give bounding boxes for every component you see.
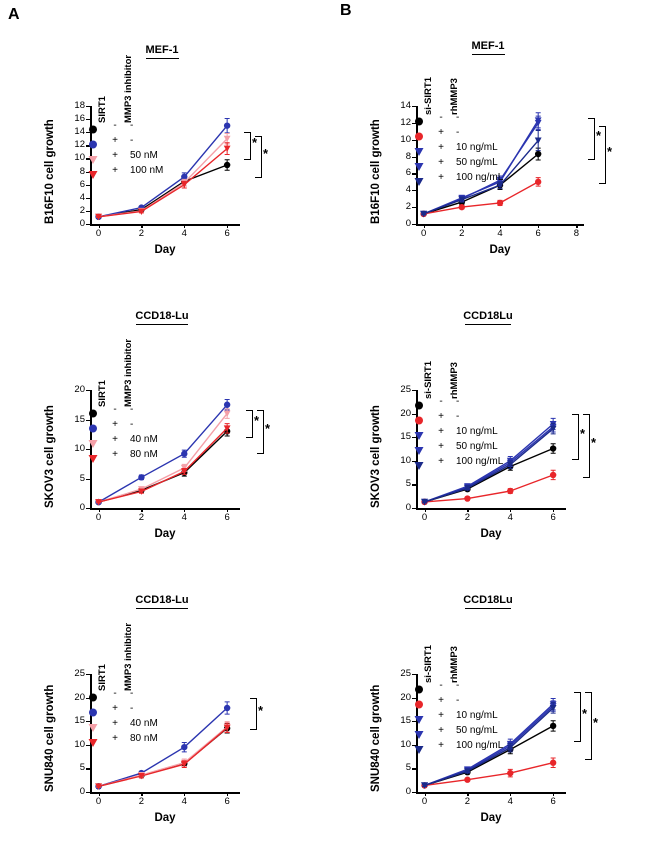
significance-star: * [254, 413, 260, 428]
data-point [535, 179, 541, 185]
legend-col1: + [112, 718, 118, 729]
x-axis-label: Day [480, 528, 502, 540]
legend-header-1: SIRT1 [97, 380, 108, 407]
legend-symbol-100-ng-ml [412, 174, 426, 185]
y-tick-label: 20 [400, 407, 411, 419]
y-tick-label: 10 [400, 133, 411, 145]
legend-symbol-100-ng-ml [412, 458, 426, 469]
data-point [550, 472, 556, 478]
panel-b-letter: B [340, 2, 352, 19]
legend-col1: + [438, 695, 444, 706]
chart-title: CCD18Lu [463, 594, 513, 606]
y-tick-label: 5 [405, 478, 411, 490]
x-axis-label: Day [480, 812, 502, 824]
legend-col2: - [130, 419, 134, 430]
legend-col2: 100 nM [130, 165, 164, 176]
chart-a2 [12, 298, 312, 560]
significance-star: * [265, 421, 271, 436]
legend-symbol-10-ng-ml [412, 144, 426, 155]
legend-col1: + [112, 434, 118, 445]
legend-symbol-control [412, 682, 426, 693]
significance-bracket [585, 692, 592, 760]
y-tick-label: 14 [400, 100, 411, 111]
legend-symbol-10-ng-ml [412, 712, 426, 723]
chart-b2 [338, 298, 643, 560]
y-tick-label: 4 [405, 184, 411, 196]
legend-col1: + [112, 419, 118, 430]
legend-col1: + [112, 449, 118, 460]
x-tick-label: 2 [464, 512, 471, 523]
legend-col2: - [130, 688, 134, 699]
y-tick-label: 0 [79, 786, 85, 797]
x-tick-label: 6 [535, 228, 541, 239]
y-tick-label: 8 [405, 150, 411, 162]
x-tick-label: 0 [95, 796, 102, 807]
legend-symbol-50-ng-ml [412, 443, 426, 454]
y-tick-label: 15 [400, 715, 411, 727]
x-tick-label: 6 [550, 796, 556, 807]
legend-symbol-40-nm [86, 436, 100, 447]
y-tick-label: 16 [74, 113, 85, 125]
significance-star: * [593, 715, 599, 730]
data-point [507, 770, 513, 776]
y-axis-label: SNU840 cell growth [44, 684, 56, 792]
y-tick-label: 14 [74, 126, 85, 138]
significance-star: * [582, 706, 588, 721]
y-tick-label: 10 [74, 443, 85, 454]
legend-col2: 10 ng/mL [456, 142, 498, 153]
legend-col2: - [456, 411, 460, 422]
legend-symbol-50-ng-ml [412, 159, 426, 170]
series-layer [12, 14, 312, 276]
legend-col2: 50 nM [130, 150, 158, 161]
legend-header-2: rhMMP3 [449, 646, 460, 683]
legend-col2: 80 nM [130, 449, 158, 460]
legend-symbol-si-sirt1 [412, 697, 426, 708]
significance-bracket [250, 698, 257, 730]
legend-symbol-control [86, 406, 100, 417]
y-tick-label: 20 [400, 691, 411, 703]
x-tick-label: 2 [138, 228, 145, 239]
data-point [550, 723, 556, 729]
data-point [497, 200, 503, 206]
legend-col2: - [130, 120, 134, 131]
y-tick-label: 10 [400, 738, 411, 750]
chart-title: MEF-1 [471, 40, 505, 52]
legend-col1: - [113, 688, 117, 699]
series-layer [12, 582, 312, 844]
y-tick-label: 5 [405, 762, 411, 774]
legend-col1: - [113, 404, 117, 415]
legend-header-2: MMP3 inhibitor [123, 622, 134, 691]
x-tick-label: 6 [550, 512, 556, 523]
y-tick-label: 4 [79, 191, 85, 203]
legend-col2: 50 ng/mL [456, 725, 498, 736]
legend-col2: 80 nM [130, 733, 158, 744]
y-tick-label: 15 [74, 715, 85, 727]
legend-col1: + [112, 150, 118, 161]
data-point [138, 474, 144, 480]
legend-header-1: SIRT1 [97, 664, 108, 691]
legend-symbol-control [86, 690, 100, 701]
y-tick-label: 0 [79, 218, 85, 229]
legend-col2: - [130, 404, 134, 415]
legend-col2: - [130, 703, 134, 714]
legend-col2: - [130, 135, 134, 146]
y-tick-label: 18 [74, 100, 85, 111]
significance-star: * [596, 128, 602, 143]
y-tick-label: 5 [79, 762, 85, 774]
legend-col1: + [438, 426, 444, 437]
x-tick-label: 4 [181, 512, 187, 523]
legend-col1: + [438, 127, 444, 138]
legend-col1: + [438, 157, 444, 168]
legend-col2: 10 ng/mL [456, 710, 498, 721]
legend-symbol-sirt1 [86, 137, 100, 148]
legend-col2: - [456, 695, 460, 706]
y-tick-label: 2 [79, 204, 85, 216]
chart-a1 [12, 14, 312, 276]
legend-col1: - [113, 120, 117, 131]
x-tick-label: 0 [421, 512, 428, 523]
x-tick-label: 2 [459, 228, 465, 239]
y-tick-label: 12 [400, 116, 411, 128]
legend-col1: + [438, 411, 444, 422]
y-tick-label: 5 [79, 472, 85, 484]
series-line [425, 763, 553, 786]
legend-header-1: si-SIRT1 [423, 360, 434, 399]
legend-col1: + [112, 703, 118, 714]
significance-bracket [574, 692, 581, 742]
data-point [224, 122, 230, 128]
legend-col1: + [438, 142, 444, 153]
data-point [550, 445, 556, 451]
panel-a-letter: A [8, 6, 20, 23]
x-tick-label: 4 [181, 228, 187, 239]
x-tick-label: 0 [95, 512, 102, 523]
x-tick-label: 4 [497, 228, 503, 239]
x-axis-label: Day [489, 244, 511, 256]
chart-title: CCD18-Lu [135, 594, 189, 606]
significance-star: * [258, 703, 264, 718]
y-tick-label: 15 [74, 413, 85, 425]
data-point [224, 705, 230, 711]
data-point [224, 402, 230, 408]
y-tick-label: 15 [400, 431, 411, 443]
legend-col2: - [456, 680, 460, 691]
legend-col2: - [456, 127, 460, 138]
significance-bracket [572, 414, 579, 460]
y-tick-label: 25 [400, 668, 411, 679]
legend-col2: 40 nM [130, 718, 158, 729]
y-tick-label: 25 [74, 668, 85, 679]
significance-star: * [591, 435, 597, 450]
y-tick-label: 10 [400, 454, 411, 466]
chart-title: CCD18-Lu [135, 310, 189, 322]
significance-star: * [263, 146, 269, 161]
y-tick-label: 0 [405, 786, 411, 797]
legend-col2: 50 ng/mL [456, 441, 498, 452]
significance-star: * [580, 426, 586, 441]
legend-col1: - [439, 396, 443, 407]
y-tick-label: 20 [74, 384, 85, 395]
significance-bracket [255, 136, 262, 178]
chart-title: MEF-1 [145, 44, 179, 56]
legend-header-1: si-SIRT1 [423, 644, 434, 683]
x-tick-label: 0 [420, 228, 427, 239]
x-tick-label: 0 [95, 228, 102, 239]
y-tick-label: 0 [405, 218, 411, 229]
data-point [550, 760, 556, 766]
legend-header-2: MMP3 inhibitor [123, 338, 134, 407]
y-axis-label: SKOV3 cell growth [44, 405, 56, 508]
significance-bracket [583, 414, 590, 478]
data-point [464, 495, 470, 501]
data-point [507, 488, 513, 494]
x-tick-label: 4 [507, 512, 513, 523]
legend-header-1: SIRT1 [97, 96, 108, 123]
series-line [425, 475, 553, 502]
y-axis-label: SKOV3 cell growth [370, 405, 382, 508]
legend-col2: 100 ng/mL [456, 172, 504, 183]
x-tick-label: 4 [507, 796, 513, 807]
legend-symbol-10-ng-ml [412, 428, 426, 439]
x-tick-label: 6 [224, 796, 230, 807]
legend-col1: + [438, 710, 444, 721]
legend-symbol-80-nm [86, 451, 100, 462]
significance-bracket [246, 410, 253, 438]
significance-bracket [244, 132, 251, 160]
legend-symbol-100-ng-ml [412, 742, 426, 753]
legend-symbol-80-nm [86, 735, 100, 746]
legend-col1: + [112, 165, 118, 176]
legend-symbol-40-nm [86, 720, 100, 731]
x-tick-label: 6 [224, 512, 230, 523]
y-tick-label: 10 [74, 152, 85, 164]
x-tick-label: 0 [421, 796, 428, 807]
x-axis-label: Day [154, 812, 176, 824]
legend-col1: + [438, 172, 444, 183]
y-tick-label: 25 [400, 384, 411, 395]
legend-col1: + [438, 456, 444, 467]
legend-symbol-control [86, 122, 100, 133]
legend-symbol-si-sirt1 [412, 413, 426, 424]
y-tick-label: 6 [405, 167, 411, 179]
significance-star: * [252, 135, 258, 150]
y-tick-label: 0 [405, 502, 411, 513]
y-tick-label: 6 [79, 178, 85, 190]
legend-header-2: rhMMP3 [449, 362, 460, 399]
y-tick-label: 2 [405, 201, 411, 213]
legend-symbol-50-ng-ml [412, 727, 426, 738]
legend-symbol-100-nm [86, 167, 100, 178]
legend-symbol-sirt1 [86, 705, 100, 716]
y-axis-label: B16F10 cell growth [44, 119, 56, 224]
legend-col2: 40 nM [130, 434, 158, 445]
y-tick-label: 10 [74, 738, 85, 750]
data-point [181, 451, 187, 457]
legend-col1: + [438, 740, 444, 751]
legend-symbol-sirt1 [86, 421, 100, 432]
legend-col2: 100 ng/mL [456, 456, 504, 467]
x-tick-label: 2 [464, 796, 471, 807]
legend-col1: + [438, 725, 444, 736]
significance-bracket [588, 118, 595, 160]
chart-title: CCD18Lu [463, 310, 513, 322]
legend-col2: - [456, 396, 460, 407]
legend-symbol-si-sirt1 [412, 129, 426, 140]
x-tick-label: 2 [138, 796, 145, 807]
significance-bracket [257, 410, 264, 454]
y-axis-label: B16F10 cell growth [370, 119, 382, 224]
x-tick-label: 8 [573, 228, 579, 239]
data-point [181, 744, 187, 750]
x-tick-label: 6 [224, 228, 230, 239]
significance-bracket [599, 126, 606, 184]
chart-b3 [338, 582, 643, 844]
legend-header-1: si-SIRT1 [423, 76, 434, 115]
y-tick-label: 0 [79, 502, 85, 513]
data-point [535, 151, 541, 157]
chart-a3 [12, 582, 312, 844]
legend-header-2: rhMMP3 [449, 78, 460, 115]
x-axis-label: Day [154, 528, 176, 540]
legend-col2: 50 ng/mL [456, 157, 498, 168]
legend-header-2: MMP3 inhibitor [123, 54, 134, 123]
legend-symbol-control [412, 114, 426, 125]
data-point [464, 777, 470, 783]
data-point [224, 162, 230, 168]
legend-col1: + [438, 441, 444, 452]
chart-b1 [338, 14, 643, 276]
legend-col2: - [456, 112, 460, 123]
legend-col1: - [439, 112, 443, 123]
x-axis-label: Day [154, 244, 176, 256]
legend-col1: - [439, 680, 443, 691]
x-tick-label: 2 [138, 512, 145, 523]
data-point [459, 204, 465, 210]
legend-symbol-control [412, 398, 426, 409]
x-tick-label: 4 [181, 796, 187, 807]
y-tick-label: 20 [74, 691, 85, 703]
legend-col1: + [112, 733, 118, 744]
y-tick-label: 8 [79, 165, 85, 177]
y-axis-label: SNU840 cell growth [370, 684, 382, 792]
legend-symbol-50-nm [86, 152, 100, 163]
legend-col2: 10 ng/mL [456, 426, 498, 437]
legend-col1: + [112, 135, 118, 146]
significance-star: * [607, 144, 613, 159]
y-tick-label: 12 [74, 139, 85, 151]
legend-col2: 100 ng/mL [456, 740, 504, 751]
